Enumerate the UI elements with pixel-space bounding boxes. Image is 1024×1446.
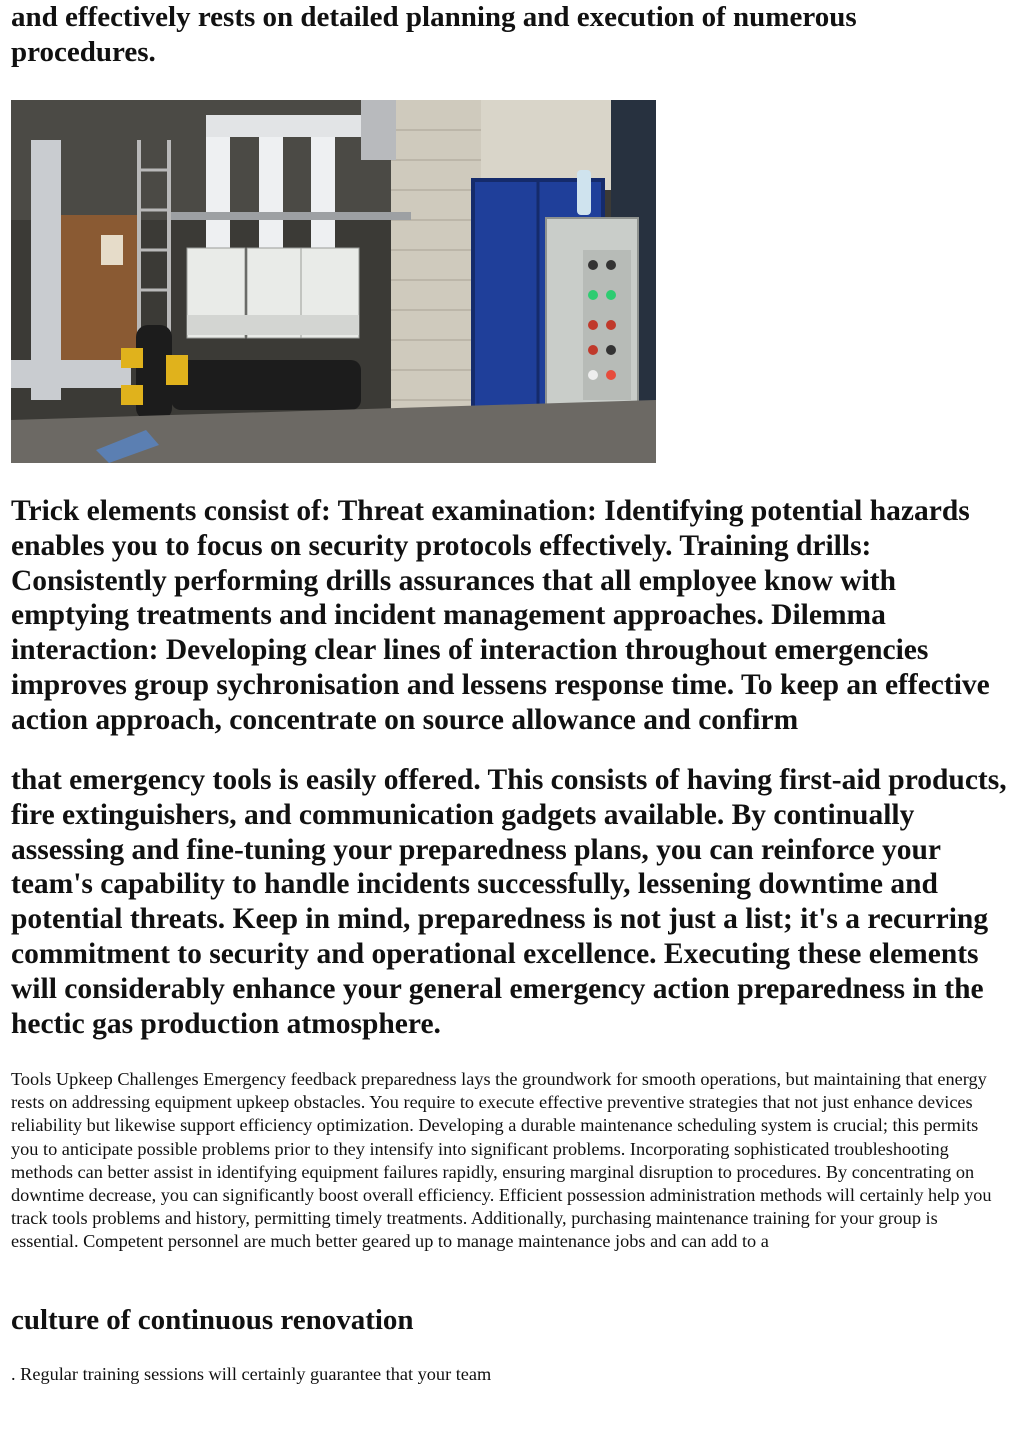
emergency-tools-paragraph: that emergency tools is easily offered. This consists of having first-aid products, fire extinguishers, and communication gadgets available. By continually assessing and fine-tuning your preparedness plans, you can reinforce your team's capability to handle incidents successfully, lessening downtime and potential threats. Keep in mind, preparedness is not just a list; it's a recurring commitment to security and operational excellence. Executing these elements will considerably enhance your general emergency action preparedness in the hectic gas production atmosphere. <box>11 764 1007 1040</box>
tail-paragraph: . Regular training sessions will certainly guarantee that your team <box>11 1364 492 1384</box>
boiler-room-illustration <box>11 100 656 463</box>
boiler-room-photo <box>11 100 656 463</box>
lead-paragraph: and effectively rests on detailed planning and execution of numerous procedures. <box>11 1 857 68</box>
section-heading: culture of continuous renovation <box>11 1304 414 1336</box>
key-elements-paragraph: Trick elements consist of: Threat examination: Identifying potential hazards enables you to focus on security protocols effectively. Training drills: Consistently performing drills assurances that all employee know with emptying treatments and incident management approaches. Dilemma interaction: Developing clear lines of interaction throughout emergencies improves group sychronisation and lessens response time. To keep an effective action approach, concentrate on source allowance and confirm <box>11 495 990 736</box>
maintenance-paragraph: Tools Upkeep Challenges Emergency feedback preparedness lays the groundwork for smooth operations, but maintaining that energy rests on addressing equipment upkeep obstacles. You require to execute effective preventive strategies that not just enhance devices reliability but likewise support efficiency optimization. Developing a durable maintenance scheduling system is crucial; this permits you to anticipate possible problems prior to they intensify into significant problems. Incorporating sophisticated troubleshooting methods can better assist in identifying equipment failures rapidly, ensuring marginal disruption to procedures. By concentrating on downtime decrease, you can significantly boost overall efficiency. Efficient possession administration methods will certainly help you track tools problems and history, permitting timely treatments. Additionally, purchasing maintenance training for your group is essential. Competent personnel are much better geared up to manage maintenance jobs and can add to a <box>11 1069 992 1252</box>
